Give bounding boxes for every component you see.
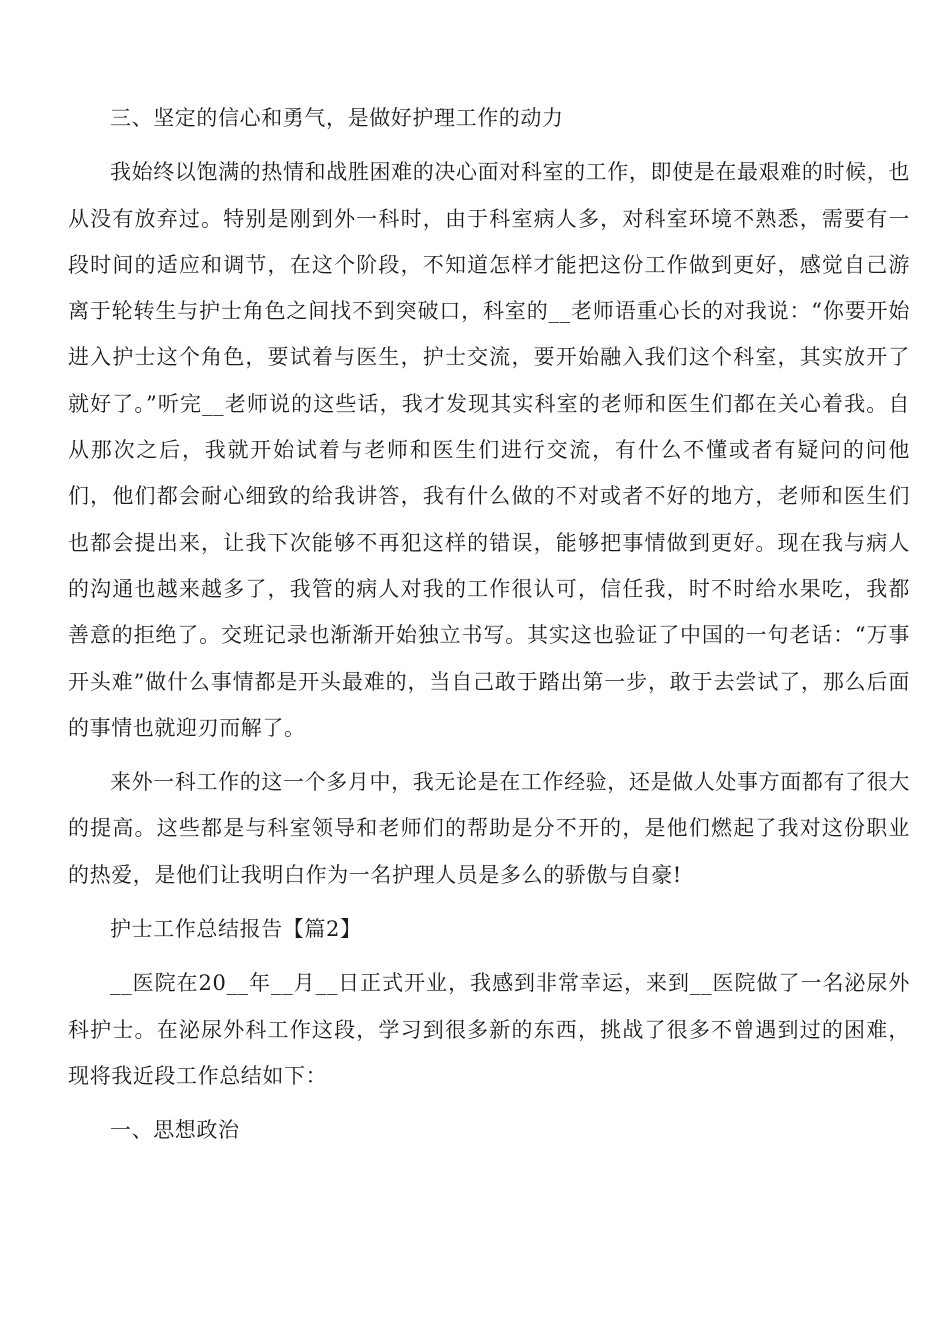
- report-title-part-2: 护士工作总结报告【篇2】: [110, 917, 362, 942]
- body-paragraph-1: 我始终以饱满的热情和战胜困难的决心面对科室的工作，即使是在最艰难的时候，也从没有放弃过。特别是刚到外一科时，由于科室病人多，对科室环境不熟悉，需要有一段时间的适应和调节，在这个阶段，不知道怎样才能把这份工作做到更好，感觉自己游离于轮转生与护士角色之间找不到突破口，科室的__老师语重心长的对我说：“你要开始进入护士这个角色，要试着与医生，护士交流，要开始融入我们这个科室，其实放开了就好了。”听完__老师说的这些话，我才发现其实科室的老师和医生们都在关心着我。自从那次之后，我就开始试着与老师和医生们进行交流，有什么不懂或者有疑问的问他们，他们都会耐心细致的给我讲答，我有什么做的不对或者不好的地方，老师和医生们也都会提出来，让我下次能够不再犯这样的错误，能够把事情做到更好。现在我与病人的沟通也越来越多了，我管的病人对我的工作很认可，信任我，时不时给水果吃，我都善意的拒绝了。交班记录也渐渐开始独立书写。其实这也验证了中国的一句老话：“万事开头难”做什么事情都是开头最难的，当自己敢于踏出第一步，敢于去尝试了，那么后面的事情也就迎刃而解了。: [68, 160, 910, 740]
- section-heading-confidence: 三、坚定的信心和勇气，是做好护理工作的动力: [110, 106, 564, 130]
- document-body: [68, 95, 910, 1154]
- body-paragraph-3: __医院在20__年__月__日正式开业，我感到非常幸运，来到__医院做了一名泌尿外科护士。在泌尿外科工作这段，学习到很多新的东西，挑战了很多不曾遇到过的困难，现将我近段工作总结如下：: [68, 971, 910, 1088]
- body-paragraph-2: 来外一科工作的这一个多月中，我无论是在工作经验，还是做人处事方面都有了很大的提高。这些都是与科室领导和老师们的帮助是分不开的，是他们燃起了我对这份职业的热爱，是他们让我明白作为一名护理人员是多么的骄傲与自豪!: [68, 770, 910, 887]
- section-heading-politics: 一、思想政治: [110, 1118, 240, 1143]
